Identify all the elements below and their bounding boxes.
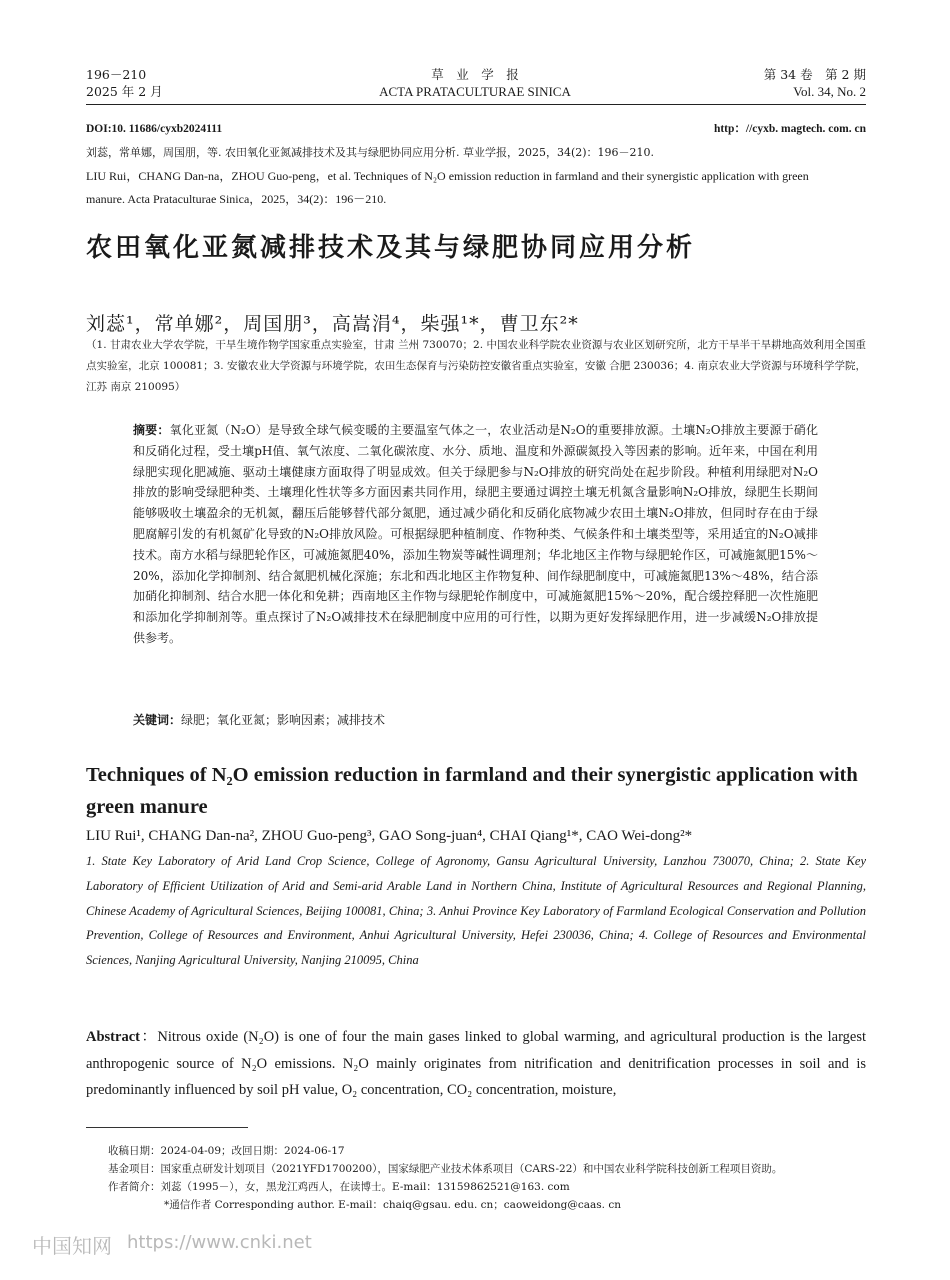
journal-url[interactable]: http：//cyxb. magtech. com. cn	[713, 123, 866, 135]
footnote-rule	[86, 1127, 248, 1128]
abstract-cn-label: 摘要：	[133, 423, 170, 437]
keywords-cn	[133, 710, 818, 731]
header-volume-en: Vol. 34, No. 2	[793, 84, 866, 99]
citation-en-2: manure. Acta Prataculturae Sinica，2025，34(2)：196－210.	[86, 192, 387, 206]
abstract-cn	[133, 420, 818, 649]
footnote-corresponding: *通信作者 Corresponding author. E-mail：chaiq@gsau. edu. cn；caoweidong@caas. cn	[164, 1199, 621, 1211]
header-pages: 196－210	[86, 67, 147, 82]
header-pages-block	[86, 66, 163, 100]
citation-cn: 刘蕊，常单娜，周国朋，等. 农田氧化亚氮减排技术及其与绿肥协同应用分析. 草业学报，2025，34(2)：196－210.	[86, 146, 655, 159]
footnote-author: 作者简介：刘蕊（1995－），女，黑龙江鸡西人，在读博士。E-mail：13159862521@163. com	[108, 1181, 570, 1193]
meta-block	[86, 117, 866, 211]
abstract-en	[86, 1024, 866, 1104]
abstract-en-text: ：Nitrous oxide (N₂O) is one of four the main gases linked to global warming, and agricultural production is the largest anthropogenic source of N₂O emissions. N₂O mainly originates from nitrification and denitrification processes in soil and is predominantly influenced by soil pH value, O₂ concentration, CO₂ concentration, moisture,	[86, 1029, 866, 1098]
header-journal-cn: 草 业 学 报	[431, 67, 519, 82]
affiliations-cn: （1. 甘肃农业大学农学院，干旱生境作物学国家重点实验室，甘肃 兰州 730070；2. 中国农业科学院农业资源与农业区划研究所，北方干旱半干旱耕地高效利用全国重点实验室，北京 100081；3. 安徽农业大学资源与环境学院，农田生态保育与污染防控安徽省重点实验室，安徽 合肥 230036；4. 南京农业大学资源与环境科学学院，江苏 南京 210095）	[86, 339, 866, 393]
authors-cn: 刘蕊¹，常单娜²，周国朋³，高嵩涓⁴，柴强¹*，曹卫东²*	[86, 313, 579, 335]
watermark-logo: 中国知网	[32, 1234, 112, 1258]
affiliations-en: 1. State Key Laboratory of Arid Land Crop Science, College of Agronomy, Gansu Agricultural University, Lanzhou 730070, China; 2. State Key Laboratory of Efficient Utilization of Arid and Semi-arid Arable Land in Northern China, Institute of Agricultural Resources and Regional Planning, Chinese Academy of Agricultural Sciences, Beijing 100081, China; 3. Anhui Province Key Laboratory of Farmland Ecological Conservation and Pollution Prevention, College of Resources and Environment, Anhui Agricultural University, Hefei 230036, China; 4. College of Resources and Environmental Sciences, Nanjing Agricultural University, Nanjing 210095, China	[86, 854, 866, 968]
header-journal-en: ACTA PRATACULTURAE SINICA	[379, 84, 571, 99]
header-journal-block	[325, 66, 625, 100]
footnote-received: 收稿日期：2024-04-09；改回日期：2024-06-17	[108, 1145, 345, 1157]
doi: DOI:10. 11686/cyxb2024111	[86, 123, 223, 135]
title-en: Techniques of N₂O emission reduction in farmland and their synergistic application with green manure	[86, 764, 858, 818]
header-date: 2025 年 2 月	[86, 84, 163, 99]
footnote-fund: 基金项目：国家重点研发计划项目（2021YFD1700200），国家绿肥产业技术体系项目（CARS-22）和中国农业科学院科技创新工程项目资助。	[108, 1163, 783, 1175]
citation-en-1: LIU Rui，CHANG Dan-na，ZHOU Guo-peng，et al. Techniques of N₂O emission reduction in farmland and their synergistic application with green	[86, 169, 809, 183]
footnotes	[108, 1142, 868, 1214]
header-volume-block	[764, 66, 866, 100]
title-cn: 农田氧化亚氮减排技术及其与绿肥协同应用分析	[86, 233, 696, 263]
abstract-cn-text: 氧化亚氮（N₂O）是导致全球气候变暖的主要温室气体之一，农业活动是N₂O的重要排放源。土壤N₂O排放主要源于硝化和反硝化过程，受土壤pH值、氧气浓度、二氧化碳浓度、水分、质地、温度和外源碳氮投入等因素的影响。近年来，中国在利用绿肥实现化肥减施、驱动土壤健康方面取得了明显成效。但关于绿肥参与N₂O排放的研究尚处在起步阶段。种植利用绿肥对N₂O排放的影响受绿肥种类、土壤理化性状等多方面因素共同作用，绿肥主要通过调控土壤无机氮含量影响N₂O排放，绿肥生长期间能够吸收土壤盈余的无机氮，翻压后能够替代部分氮肥，通过减少硝化和反硝化底物减少农田土壤N₂O排放，但同时存在由于绿肥腐解引发的有机氮矿化导致的N₂O排放风险。可根据绿肥种植制度、作物种类、气候条件和土壤类型等，采用适宜的N₂O减排技术。南方水稻与绿肥轮作区，可减施氮肥40%，添加生物炭等碱性调理剂；华北地区主作物与绿肥轮作区，可减施氮肥15%～20%，添加化学抑制剂、结合氮肥机械化深施；东北和西北地区主作物复种、间作绿肥制度中，可减施氮肥13%～48%，结合添加硝化抑制剂、结合水肥一体化和免耕；西南地区主作物与绿肥轮作制度中，可减施氮肥15%～20%，配合缓控释肥一次性施肥和添加化学抑制剂等。重点探讨了N₂O减排技术在绿肥制度中应用的可行性，以期为更好发挥绿肥作用，进一步减缓N₂O排放提供参考。	[133, 423, 818, 645]
keywords-cn-text: 绿肥；氧化亚氮；影响因素；减排技术	[181, 713, 386, 727]
header-volume-cn: 第 34 卷 第 2 期	[763, 67, 866, 82]
authors-en: LIU Rui¹, CHANG Dan-na², ZHOU Guo-peng³, GAO Song-juan⁴, CHAI Qiang¹*, CAO Wei-dong²*	[86, 828, 693, 844]
keywords-cn-label: 关键词：	[133, 713, 182, 727]
watermark-url[interactable]: https://www.cnki.net	[127, 1232, 312, 1253]
abstract-en-label: Abstract	[86, 1029, 140, 1045]
header-rule	[86, 104, 866, 105]
